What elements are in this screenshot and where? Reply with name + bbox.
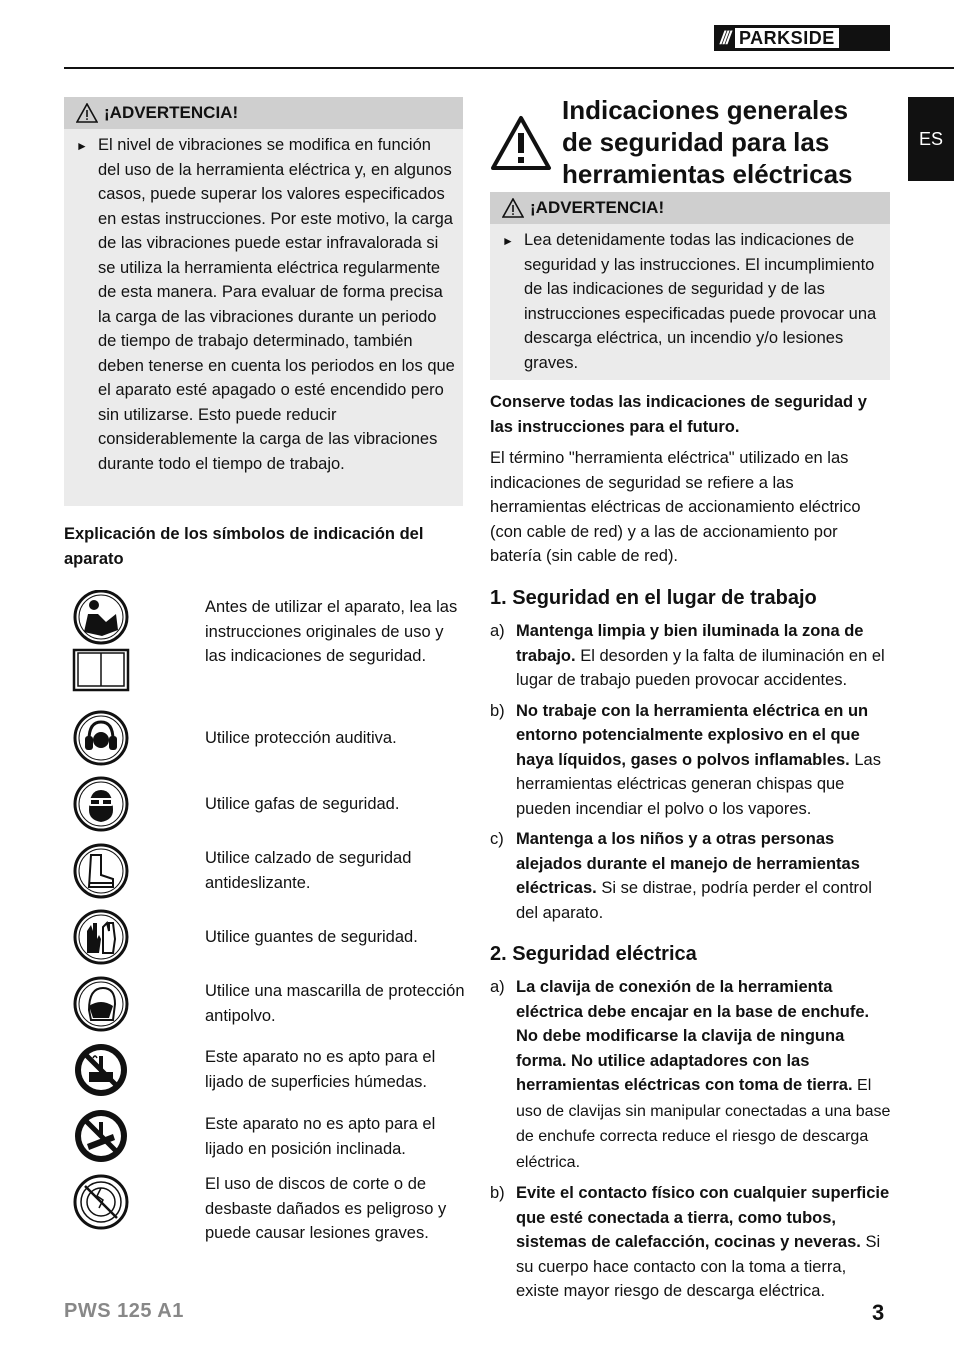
warning-triangle-icon <box>76 103 98 123</box>
item-text: Si se distrae, podría perder el control del aparato. <box>516 879 872 922</box>
page-number: 3 <box>872 1300 885 1325</box>
symbol-row <box>64 776 464 832</box>
symbol-text: Utilice protección auditiva. <box>205 729 397 747</box>
bullet-arrow-icon: ► <box>502 234 514 248</box>
symbol-text: Utilice gafas de seguridad. <box>205 795 400 813</box>
symbol-text: Este aparato no es apto para el lijado de superficies húmedas. <box>205 1048 436 1091</box>
no-damaged-discs-icon <box>73 1174 129 1230</box>
symbol-row <box>64 1042 464 1098</box>
symbol-text: Utilice calzado de seguridad antideslizante. <box>205 849 412 892</box>
logo-slashes: /// <box>720 27 730 48</box>
symbol-row <box>64 843 464 899</box>
symbol-row <box>64 909 464 965</box>
item-bold-text: Mantenga limpia y bien iluminada la zona de trabajo. <box>516 622 864 665</box>
item-text: Las herramientas eléctricas generan chispas que pueden incendiar el polvo o los vapores. <box>516 750 881 818</box>
dust-mask-icon <box>73 976 129 1032</box>
item-letter: b) <box>490 701 505 720</box>
keep-notice: Conserve todas las indicaciones de seguridad y las instrucciones para el futuro. <box>490 393 867 436</box>
item-letter: a) <box>490 978 505 996</box>
language-tab: ES <box>908 97 954 181</box>
section2-list <box>490 975 892 1304</box>
vibration-warning-box <box>64 97 463 506</box>
item-text: El uso de clavijas sin manipular conectadas a una base de enchufe correcta reduce el riesgo de descarga eléctrica. <box>516 1077 891 1171</box>
item-text: Si su cuerpo hace contacto con la toma a tierra, existe mayor riesgo de descarga eléctrica. <box>516 1233 881 1300</box>
item-letter: b) <box>490 1184 505 1202</box>
item-bold-text: No trabaje con la herramienta eléctrica en un entorno potencialmente explosivo en el que haya líquidos, gases o polvos inflamables. <box>516 701 869 769</box>
symbol-row <box>64 710 464 766</box>
item-bold-text: Evite el contacto físico con cualquier superficie que esté conectada a tierra, como tubos, sistemas de calefacción, cocinas y neveras. <box>516 1184 890 1251</box>
list-item <box>490 827 892 925</box>
list-item <box>490 1181 892 1304</box>
warning-text: El nivel de vibraciones se modifica en función del uso de la herramienta eléctrica y, en algunos casos, puede superar los valores especificados en estas instrucciones. Por este motivo, la carga de las vibraciones puede estar infravalorada si se utiliza la herramienta eléctrica regularmente de esta manera. Para evaluar de forma precisa la carga de las vibraciones durante un periodo de tiempo de trabajo determinado, también deben tenerse en cuenta los periodos en los que el aparato esté apagado o esté encendido pero sin utilizarse. Esto puede reducir considerablemente la carga de las vibraciones durante todo el tiempo de trabajo. <box>98 136 455 473</box>
symbol-row <box>64 1172 464 1252</box>
section1-list <box>490 619 892 925</box>
section1-heading: 1. Seguridad en el lugar de trabajo <box>490 587 817 609</box>
logo-word: PARKSIDE <box>735 28 839 48</box>
term-paragraph: El término "herramienta eléctrica" utilizado en las indicaciones de seguridad se refiere a las herramientas eléctricas de accionamiento eléctrico (con cable de red) y a las de accionamiento por batería (sin cable de red). <box>490 449 861 565</box>
warning-text: Lea detenidamente todas las indicaciones de seguridad y las instrucciones. El incumplimiento de las indicaciones de seguridad y de las instrucciones especificadas puede provocar una descarga eléctrica, un incendio y/o lesiones graves. <box>524 231 877 372</box>
bullet-arrow-icon: ► <box>76 139 88 153</box>
symbol-text: Este aparato no es apto para el lijado en posición inclinada. <box>205 1115 436 1158</box>
no-wet-sanding-icon <box>73 1042 129 1098</box>
safety-gloves-icon <box>73 909 129 965</box>
warning-bullet <box>64 133 463 476</box>
safety-warning-box <box>490 192 890 380</box>
read-manual-icon <box>72 590 132 694</box>
symbol-text: El uso de discos de corte o de desbaste dañados es peligroso y puede causar lesiones graves. <box>205 1175 447 1242</box>
symbol-row <box>64 590 464 700</box>
safety-boots-icon <box>73 843 129 899</box>
item-letter: a) <box>490 622 505 640</box>
warning-bullet <box>490 228 890 375</box>
parkside-logo <box>714 25 890 51</box>
page-title: Indicaciones generales de seguridad para las herramientas eléctricas <box>562 95 853 189</box>
warning-triangle-icon <box>502 198 524 218</box>
warning-title: ¡ADVERTENCIA! <box>530 198 665 217</box>
danger-triangle-icon <box>490 115 552 171</box>
section2-heading: 2. Seguridad eléctrica <box>490 943 697 965</box>
no-inclined-sanding-icon <box>73 1108 129 1164</box>
warning-title: ¡ADVERTENCIA! <box>104 103 239 122</box>
symbol-text: Utilice guantes de seguridad. <box>205 928 418 946</box>
hearing-protection-icon <box>73 710 129 766</box>
footer-model: PWS 125 A1 <box>64 1300 184 1322</box>
list-item <box>490 975 892 1175</box>
safety-glasses-icon <box>73 776 129 832</box>
symbols-heading: Explicación de los símbolos de indicación del aparato <box>64 525 424 568</box>
item-letter: c) <box>490 830 504 848</box>
item-bold-text: La clavija de conexión de la herramienta eléctrica debe encajar en la base de enchufe. No debe modificarse la clavija de ninguna forma. No utilice adaptadores con las herramientas eléctricas con toma de tierra. <box>516 978 870 1094</box>
symbol-text: Antes de utilizar el aparato, lea las instrucciones originales de uso y las indicaciones de seguridad. <box>205 598 458 665</box>
list-item <box>490 699 892 822</box>
header-rule <box>64 67 954 69</box>
warning-header <box>490 192 890 224</box>
item-text: El desorden y la falta de iluminación en el lugar de trabajo pueden provocar accidentes. <box>516 646 885 689</box>
item-bold-text: Mantenga a los niños y a otras personas alejados durante el manejo de herramientas eléctricas. <box>516 830 860 897</box>
symbol-text: Utilice una mascarilla de protección antipolvo. <box>205 982 465 1025</box>
symbol-row <box>64 976 464 1032</box>
warning-header <box>64 97 463 129</box>
list-item <box>490 619 892 693</box>
symbol-row <box>64 1108 464 1164</box>
